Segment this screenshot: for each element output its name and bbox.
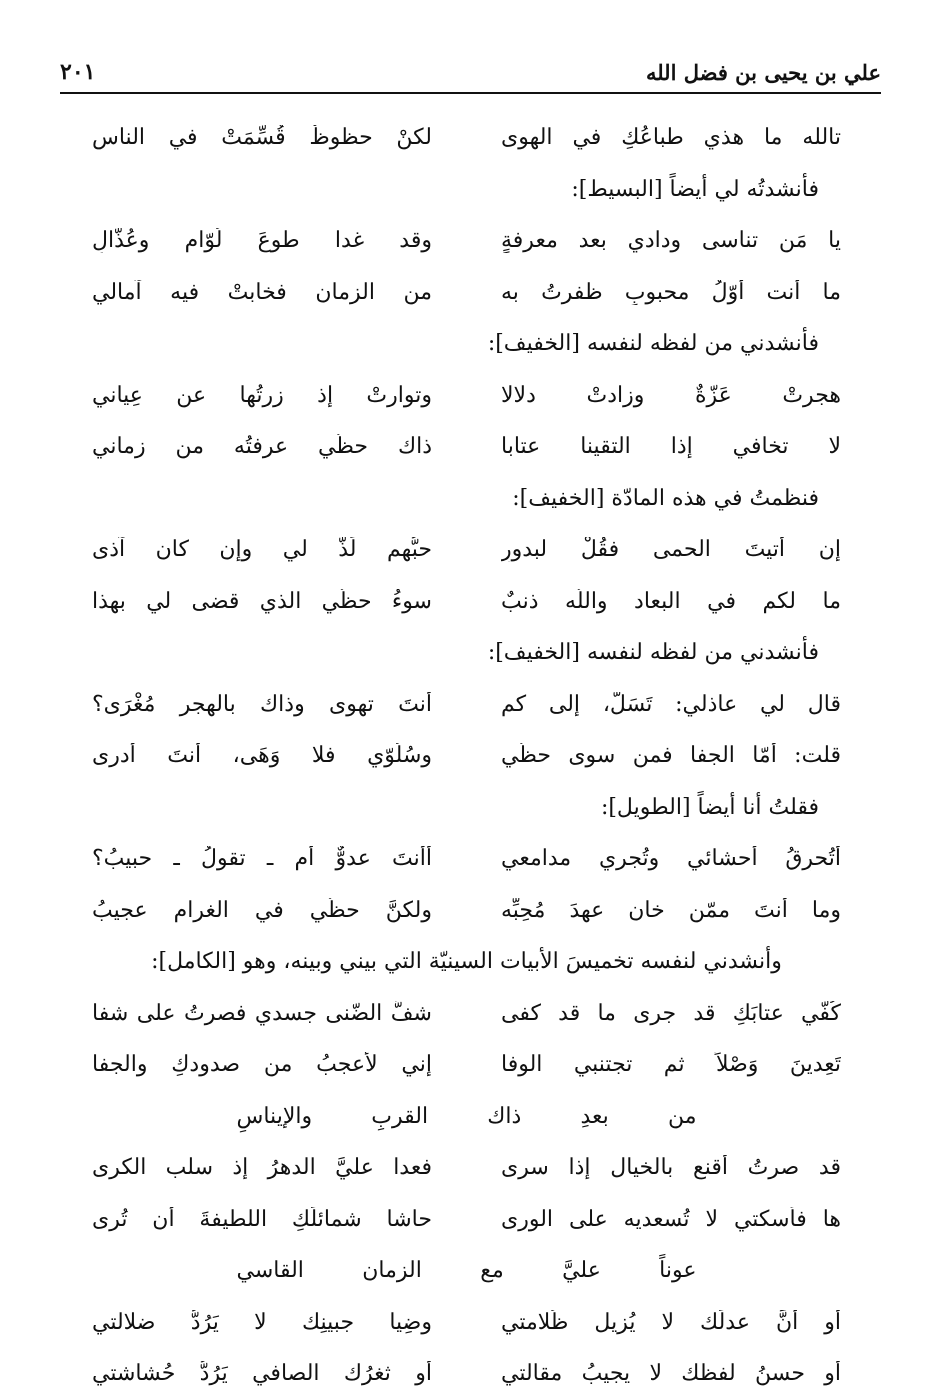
second-hemistich: أأنتَ عدوٌّ أم ـ تقولُ ـ حبيبُ؟ (92, 846, 432, 872)
intro-text: فنظمتُ في هذه المادّة [الخفيف]: (512, 485, 819, 511)
first-hemistich: ها فأسكتي لا تُسعديه على الورى (501, 1206, 841, 1232)
intro-line (92, 936, 841, 988)
verse-line (92, 988, 841, 1040)
second-hemistich: أنتَ تهوى وذاك بالهجر مُغْرَى؟ (92, 691, 432, 717)
verse-line (92, 1297, 841, 1349)
second-hemistich: حاشا شمائلَكِ اللطيفةَ أن تُرى (92, 1206, 432, 1232)
second-hemistich: حبُّهم لَذَّ لي وإن كان آذى (92, 537, 432, 563)
first-hemistich: هجرتْ عَزّةٌ وزادتْ دلالا (501, 382, 841, 408)
intro-text: وأنشدني لنفسه تخميسَ الأبيات السينيّة التي بيني وبينه، وهو [الكامل]: (151, 949, 782, 975)
first-hemistich: إن أتيتَ الحمى فقُلْ لبدورٍ (501, 537, 841, 563)
first-hemistich: تالله ما هذي طباعُكِ في الهوى (501, 125, 841, 151)
intro-text: فقلتُ أنا أيضاً [الطويل]: (600, 794, 819, 820)
second-hemistich: سوءُ حظّي الذي قضى لي بهذا (92, 588, 432, 614)
verse-line (92, 576, 841, 628)
second-hemistich: وضِيا جبينِك لا يَرُدُّ ضلالتي (92, 1309, 432, 1335)
first-hemistich: كُفّي عتابَكِ قد جرى ما قد كفى (501, 1000, 841, 1026)
verse-line (92, 267, 841, 319)
first-hemistich: ما لكم في البعاد واللّه ذنبٌ (501, 588, 841, 614)
verse-line (92, 730, 841, 782)
intro-line (92, 164, 841, 216)
second-hemistich: وسُلُوّي فلا وَهَى، أنتَ أدرى (92, 743, 432, 769)
verse-line (92, 833, 841, 885)
first-hemistich: أو حسنُ لفظك لا يجيبُ مقالتي (501, 1361, 841, 1387)
second-hemistich: لكنْ حظوظٌ قُسِّمَتْ في الناسِ (92, 125, 432, 151)
verse-line (92, 215, 841, 267)
verse-line (92, 112, 841, 164)
second-hemistich: إني لأعجبُ من صدودكِ والجفا (92, 1052, 432, 1078)
first-hemistich: لا تخافي إذا التقينا عتابا (501, 434, 841, 460)
second-hemistich: فعدا عليَّ الدهرُ إذ سلب الكرى (92, 1155, 432, 1181)
second-hemistich: ذاك حظّي عرفتُه من زماني (92, 434, 432, 460)
first-hemistich: أو أنَّ عدلَك لا يُزيل ظُلامتي (501, 1309, 841, 1335)
verse-line (92, 679, 841, 731)
refrain-line (92, 1245, 841, 1297)
verse-line (92, 885, 841, 937)
intro-line (92, 473, 841, 525)
refrain-line (92, 1091, 841, 1143)
verse-line (92, 1039, 841, 1091)
first-hemistich: قد صرتُ أقنع بالخيال إذا سرى (501, 1155, 841, 1181)
second-hemistich: من الزمان فخابتْ فيه آمالي (92, 279, 432, 305)
first-hemistich: أتُحرِقُ أحشائي وتُجري مدامعي (501, 846, 841, 872)
verse-line (92, 1142, 841, 1194)
poem-body (92, 112, 841, 1400)
page-header (60, 52, 881, 94)
second-hemistich: ولكنَّ حظّي في الغرام عجيبُ (92, 897, 432, 923)
refrain-text: من بعدِ ذاك القربِ والإيناسِ (236, 1103, 697, 1129)
first-hemistich: ما أنت أوّلُ محبوبٍ ظفرتُ به (501, 279, 841, 305)
first-hemistich: يا مَن تناسى ودادي بعد معرفةٍ (501, 228, 841, 254)
second-hemistich: شفَّ الضّنى جسدي فصرتُ على شفا (92, 1000, 432, 1026)
page-number: ٢٠١ (60, 59, 96, 85)
intro-text: فأنشدني من لفظه لنفسه [الخفيف]: (487, 640, 819, 666)
running-head: علي بن يحيى بن فضل الله (645, 59, 881, 85)
verse-line (92, 370, 841, 422)
verse-line (92, 421, 841, 473)
verse-line (92, 1348, 841, 1400)
first-hemistich: قلت: أمّا الجفا فمن سوى حظّي (501, 743, 841, 769)
first-hemistich: وما أنتَ ممّن خان عهدَ مُحِبِّه (501, 897, 841, 923)
second-hemistich: وقد غدا طوعَ لُوّامٍ وعُذّالِ (92, 228, 432, 254)
first-hemistich: تَعِدينَ وَصْلاً ثم تجتنبي الوفا (501, 1052, 841, 1078)
intro-text: فأنشدتُه لي أيضاً [البسيط]: (571, 176, 819, 202)
first-hemistich: قال لي عاذلي: تَسَلَّ، إلى كم (501, 691, 841, 717)
second-hemistich: أو ثغرُك الصافي يَرُدُّ حُشاشتي (92, 1361, 432, 1387)
intro-text: فأنشدني من لفظه لنفسه [الخفيف]: (487, 331, 819, 357)
refrain-text: عوناً عليَّ مع الزمان القاسي (236, 1258, 697, 1284)
verse-line (92, 524, 841, 576)
intro-line (92, 782, 841, 834)
intro-line (92, 627, 841, 679)
intro-line (92, 318, 841, 370)
verse-line (92, 1194, 841, 1246)
second-hemistich: وتوارتْ إذ زرتُها عن عِياني (92, 382, 432, 408)
